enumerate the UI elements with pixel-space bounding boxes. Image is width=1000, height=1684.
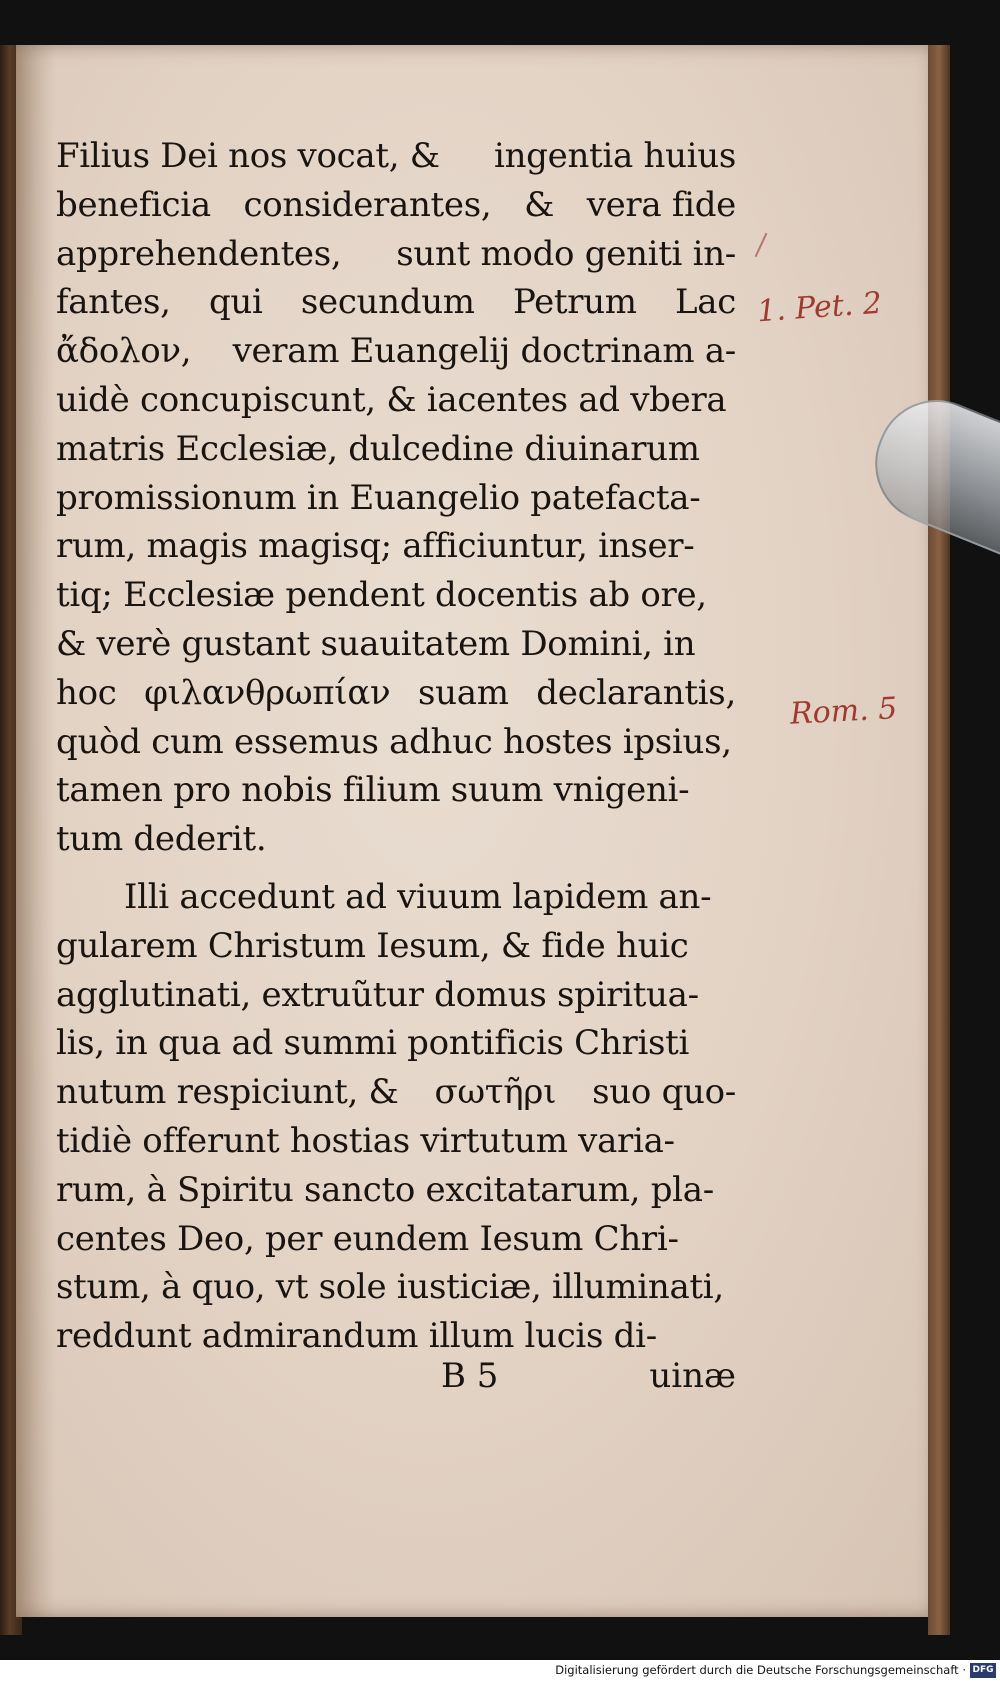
text-word: ingentia huius — [494, 136, 736, 176]
marginal-note-1: 1. Pet. 2 — [755, 285, 884, 330]
signature-mark: B 5 — [441, 1356, 499, 1396]
text-word: lis, in qua ad summi pontificis Christi — [56, 1023, 690, 1064]
text-line — [56, 1117, 736, 1166]
text-line — [56, 971, 736, 1020]
text-word: declarantis, — [536, 672, 736, 713]
text-line — [56, 1068, 736, 1117]
text-word: tamen pro nobis filium suum vnigeni- — [56, 770, 690, 811]
text-line — [56, 815, 736, 864]
text-line — [56, 571, 736, 620]
text-word: apprehendentes, — [56, 233, 342, 274]
text-line — [56, 1166, 736, 1215]
text-line — [56, 1215, 736, 1264]
text-word: σωτῆρι — [434, 1072, 557, 1113]
text-word: suo quo- — [592, 1072, 736, 1113]
text-word: secundum — [300, 282, 475, 323]
text-word: centes Deo, per eundem Iesum Chri- — [56, 1218, 679, 1259]
footer-credit: Digitalisierung gefördert durch die Deutsche Forschungsgemeinschaft · — [555, 1663, 966, 1677]
text-word: suam — [417, 672, 509, 713]
text-word: hoc — [56, 672, 117, 713]
text-word: qui — [208, 282, 263, 323]
text-word: & verè gustant suauitatem Domini, in — [56, 623, 696, 664]
text-line — [56, 181, 736, 230]
text-word: rum, magis magisq; afficiuntur, inser- — [56, 526, 695, 567]
text-line — [56, 922, 736, 971]
text-line — [56, 327, 736, 376]
text-word: Filius Dei nos vocat, & — [56, 136, 440, 176]
text-word: matris Ecclesiæ, dulcedine diuinarum — [56, 428, 700, 469]
text-line — [56, 620, 736, 669]
text-word: & — [524, 184, 555, 225]
text-line — [56, 766, 736, 815]
text-word: Illi accedunt ad viuum lapidem an- — [124, 876, 712, 917]
text-word: quòd cum essemus adhuc hostes ipsius, — [56, 721, 732, 762]
signature-line — [56, 1356, 736, 1404]
text-word: ἄδολον, — [56, 331, 192, 372]
text-word: stum, à quo, vt sole iusticiæ, illuminati, — [56, 1267, 724, 1308]
text-word: Lac — [675, 282, 736, 323]
text-word: beneficia — [56, 184, 211, 225]
text-word: fantes, — [56, 282, 171, 323]
text-line — [56, 230, 736, 279]
text-word: sunt modo geniti in- — [396, 233, 736, 274]
text-word: veram Euangelij doctrinam a- — [232, 331, 736, 372]
text-line — [56, 278, 736, 327]
text-word: promissionum in Euangelio patefacta- — [56, 477, 701, 518]
text-word: uidè concupiscunt, & iacentes ad vbera — [56, 379, 727, 420]
text-line — [56, 873, 736, 922]
text-word: Petrum — [513, 282, 637, 323]
text-line — [56, 1312, 736, 1361]
text-word: tiq; Ecclesiæ pendent docentis ab ore, — [56, 575, 707, 616]
marginal-note-2: Rom. 5 — [789, 691, 899, 732]
text-line — [56, 1019, 736, 1068]
text-word: rum, à Spiritu sancto excitatarum, pla- — [56, 1169, 714, 1210]
text-line — [56, 474, 736, 523]
gutter-shadow — [16, 45, 56, 1617]
page-fore-edge — [928, 45, 950, 1635]
text-line — [56, 376, 736, 425]
dfg-logo-icon: DFG — [970, 1663, 996, 1678]
text-line — [56, 132, 736, 181]
catchword: uinæ — [649, 1356, 736, 1396]
page-text-block — [56, 132, 736, 1361]
text-word: gularem Christum Iesum, & fide huic — [56, 925, 689, 966]
text-word: tidiè offerunt hostias virtutum varia- — [56, 1120, 675, 1161]
text-line — [56, 718, 736, 767]
text-word: agglutinati, extruũtur domus spiritua- — [56, 974, 699, 1015]
text-word: reddunt admirandum illum lucis di- — [56, 1316, 657, 1357]
text-word: considerantes, — [243, 184, 492, 225]
text-word: vera fide — [586, 184, 736, 225]
text-word: φιλανθρωπίαν — [144, 672, 391, 713]
footer-bar — [0, 1660, 1000, 1684]
text-line — [56, 425, 736, 474]
text-line — [56, 669, 736, 718]
text-line — [56, 1263, 736, 1312]
text-line — [56, 522, 736, 571]
text-word: nutum respiciunt, & — [56, 1072, 399, 1113]
text-word: tum dederit. — [56, 819, 267, 860]
